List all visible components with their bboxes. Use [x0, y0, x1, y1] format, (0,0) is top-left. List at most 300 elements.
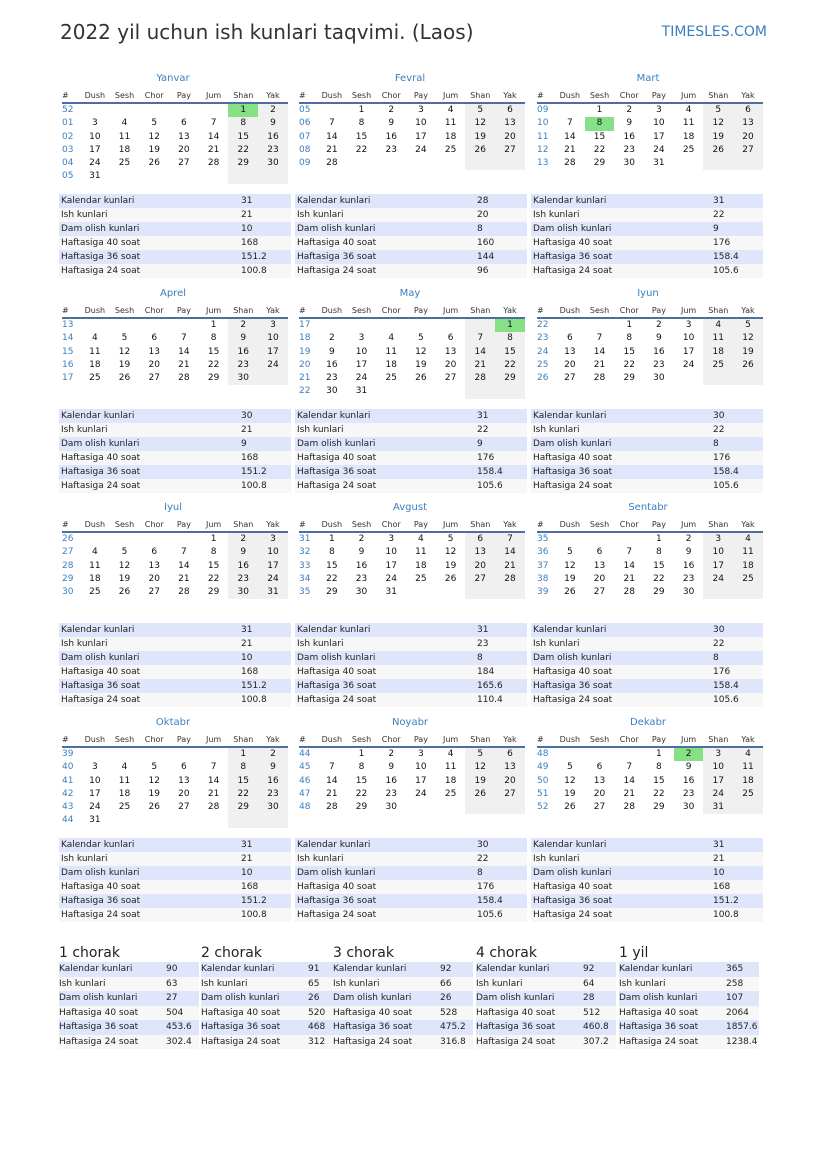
- day-cell[interactable]: 13: [593, 775, 606, 786]
- day-cell[interactable]: 17: [89, 144, 101, 155]
- day-cell[interactable]: 4: [91, 333, 98, 344]
- day-cell[interactable]: 9: [685, 762, 692, 773]
- day-cell[interactable]: 17: [415, 775, 427, 786]
- day-cell[interactable]: 14: [564, 131, 576, 142]
- day-cell[interactable]: 21: [623, 788, 635, 799]
- day-cell[interactable]: 5: [418, 333, 424, 344]
- day-cell[interactable]: 8: [358, 762, 365, 773]
- day-cell[interactable]: 24: [258, 359, 288, 372]
- day-cell[interactable]: 20: [593, 788, 606, 799]
- day-cell[interactable]: 25: [415, 573, 427, 584]
- day-cell[interactable]: 14: [178, 560, 190, 571]
- day-cell[interactable]: 21: [465, 359, 495, 372]
- day-cell[interactable]: 10: [385, 547, 397, 558]
- day-cell[interactable]: 4: [733, 533, 763, 546]
- day-cell[interactable]: 12: [148, 775, 160, 786]
- day-cell[interactable]: 10: [258, 332, 288, 345]
- day-cell[interactable]: 7: [328, 118, 335, 129]
- day-cell[interactable]: 27: [178, 802, 190, 813]
- day-cell[interactable]: 22: [355, 144, 368, 155]
- day-cell[interactable]: 3: [685, 320, 692, 330]
- day-cell[interactable]: 18: [89, 573, 101, 584]
- day-cell[interactable]: 19: [703, 131, 733, 144]
- day-cell[interactable]: 5: [151, 118, 158, 129]
- day-cell[interactable]: 4: [447, 105, 454, 115]
- day-cell[interactable]: 14: [623, 560, 635, 571]
- brand-link[interactable]: TIMESLES.COM: [661, 24, 767, 40]
- day-cell[interactable]: 24: [89, 802, 101, 813]
- day-cell[interactable]: 20: [495, 775, 525, 788]
- day-cell[interactable]: 30: [258, 801, 288, 814]
- day-cell[interactable]: 2: [388, 749, 395, 759]
- day-cell[interactable]: 21: [326, 788, 338, 799]
- day-cell[interactable]: 18: [703, 346, 733, 359]
- day-cell[interactable]: 22: [593, 144, 606, 155]
- day-cell[interactable]: 9: [685, 547, 692, 558]
- holiday-day-cell[interactable]: 1: [495, 319, 525, 332]
- day-cell[interactable]: 8: [228, 117, 258, 130]
- day-cell[interactable]: 23: [228, 359, 258, 372]
- day-cell[interactable]: 11: [444, 118, 457, 129]
- day-cell[interactable]: 25: [444, 144, 457, 155]
- day-cell[interactable]: 26: [733, 359, 763, 372]
- day-cell[interactable]: 8: [656, 547, 662, 558]
- day-cell[interactable]: 14: [593, 346, 606, 357]
- day-cell[interactable]: 2: [626, 105, 633, 115]
- day-cell[interactable]: 22: [653, 573, 665, 584]
- day-cell[interactable]: 5: [121, 547, 128, 558]
- day-cell[interactable]: 31: [653, 158, 665, 169]
- day-cell[interactable]: 13: [465, 546, 495, 559]
- day-cell[interactable]: 16: [326, 359, 338, 370]
- day-cell[interactable]: 10: [703, 761, 733, 774]
- day-cell[interactable]: 26: [444, 573, 457, 584]
- day-cell[interactable]: 24: [385, 573, 397, 584]
- day-cell[interactable]: 26: [118, 373, 131, 384]
- day-cell[interactable]: 6: [181, 118, 187, 129]
- day-cell[interactable]: 11: [444, 762, 457, 773]
- day-cell[interactable]: 6: [447, 333, 454, 344]
- day-cell[interactable]: 20: [178, 788, 190, 799]
- day-cell[interactable]: 1: [328, 534, 335, 544]
- day-cell[interactable]: 2: [388, 105, 395, 115]
- day-cell[interactable]: 27: [564, 373, 576, 384]
- day-cell[interactable]: 11: [733, 546, 763, 559]
- day-cell[interactable]: 12: [415, 346, 427, 357]
- day-cell[interactable]: 22: [207, 573, 220, 584]
- day-cell[interactable]: 12: [465, 761, 495, 774]
- day-cell[interactable]: 27: [593, 802, 606, 813]
- day-cell[interactable]: 4: [685, 105, 692, 115]
- day-cell[interactable]: 9: [258, 761, 288, 774]
- day-cell[interactable]: 7: [328, 762, 335, 773]
- day-cell[interactable]: 25: [703, 359, 733, 372]
- day-cell[interactable]: 22: [355, 788, 368, 799]
- holiday-day-cell[interactable]: 8: [585, 117, 615, 130]
- day-cell[interactable]: 3: [388, 534, 395, 544]
- day-cell[interactable]: 29: [623, 373, 635, 384]
- day-cell[interactable]: 13: [148, 346, 160, 357]
- day-cell[interactable]: 27: [444, 373, 457, 384]
- day-cell[interactable]: 17: [89, 788, 101, 799]
- day-cell[interactable]: 8: [626, 333, 633, 344]
- day-cell[interactable]: 15: [228, 775, 258, 788]
- day-cell[interactable]: 21: [207, 788, 220, 799]
- day-cell[interactable]: 30: [385, 802, 397, 813]
- day-cell[interactable]: 1: [656, 534, 662, 544]
- day-cell[interactable]: 11: [118, 131, 131, 142]
- day-cell[interactable]: 30: [623, 158, 635, 169]
- day-cell[interactable]: 24: [653, 144, 665, 155]
- day-cell[interactable]: 18: [444, 131, 457, 142]
- day-cell[interactable]: 7: [596, 333, 603, 344]
- day-cell[interactable]: 2: [228, 533, 258, 546]
- day-cell[interactable]: 29: [593, 158, 606, 169]
- day-cell[interactable]: 15: [623, 346, 635, 357]
- day-cell[interactable]: 5: [566, 762, 573, 773]
- day-cell[interactable]: 17: [703, 775, 733, 788]
- day-cell[interactable]: 11: [682, 118, 695, 129]
- day-cell[interactable]: 20: [593, 573, 606, 584]
- day-cell[interactable]: 17: [258, 560, 288, 573]
- holiday-day-cell[interactable]: 2: [674, 748, 704, 761]
- day-cell[interactable]: 28: [564, 158, 576, 169]
- day-cell[interactable]: 15: [593, 131, 606, 142]
- day-cell[interactable]: 20: [444, 359, 457, 370]
- day-cell[interactable]: 29: [207, 373, 220, 384]
- day-cell[interactable]: 20: [564, 359, 576, 370]
- day-cell[interactable]: 26: [148, 158, 160, 169]
- day-cell[interactable]: 19: [118, 359, 131, 370]
- day-cell[interactable]: 14: [207, 775, 220, 786]
- day-cell[interactable]: 27: [495, 144, 525, 157]
- day-cell[interactable]: 28: [207, 802, 220, 813]
- day-cell[interactable]: 25: [682, 144, 695, 155]
- day-cell[interactable]: 29: [228, 157, 258, 170]
- day-cell[interactable]: 26: [118, 587, 131, 598]
- day-cell[interactable]: 25: [89, 373, 101, 384]
- day-cell[interactable]: 1: [358, 749, 365, 759]
- day-cell[interactable]: 10: [415, 118, 427, 129]
- day-cell[interactable]: 5: [733, 319, 763, 332]
- day-cell[interactable]: 13: [495, 117, 525, 130]
- day-cell[interactable]: 2: [685, 534, 692, 544]
- day-cell[interactable]: 10: [258, 546, 288, 559]
- day-cell[interactable]: 27: [148, 587, 160, 598]
- day-cell[interactable]: 8: [328, 547, 335, 558]
- day-cell[interactable]: 24: [355, 373, 368, 384]
- day-cell[interactable]: 19: [465, 775, 495, 788]
- day-cell[interactable]: 15: [653, 775, 665, 786]
- day-cell[interactable]: 12: [118, 346, 131, 357]
- day-cell[interactable]: 15: [355, 131, 368, 142]
- day-cell[interactable]: 16: [385, 131, 397, 142]
- day-cell[interactable]: 1: [358, 105, 365, 115]
- day-cell[interactable]: 16: [258, 131, 288, 144]
- day-cell[interactable]: 14: [326, 131, 338, 142]
- day-cell[interactable]: 14: [495, 546, 525, 559]
- day-cell[interactable]: 3: [258, 319, 288, 332]
- day-cell[interactable]: 9: [258, 117, 288, 130]
- day-cell[interactable]: 12: [703, 117, 733, 130]
- day-cell[interactable]: 28: [593, 373, 606, 384]
- day-cell[interactable]: 22: [653, 788, 665, 799]
- day-cell[interactable]: 27: [465, 573, 495, 586]
- day-cell[interactable]: 11: [703, 332, 733, 345]
- day-cell[interactable]: 6: [181, 762, 187, 773]
- day-cell[interactable]: 19: [733, 346, 763, 359]
- day-cell[interactable]: 16: [653, 346, 665, 357]
- day-cell[interactable]: 15: [495, 346, 525, 359]
- day-cell[interactable]: 29: [207, 587, 220, 598]
- day-cell[interactable]: 25: [118, 802, 131, 813]
- day-cell[interactable]: 25: [385, 373, 397, 384]
- day-cell[interactable]: 10: [653, 118, 665, 129]
- day-cell[interactable]: 23: [653, 359, 665, 370]
- day-cell[interactable]: 13: [444, 346, 457, 357]
- day-cell[interactable]: 27: [148, 373, 160, 384]
- day-cell[interactable]: 30: [355, 587, 368, 598]
- day-cell[interactable]: 25: [733, 788, 763, 801]
- day-cell[interactable]: 20: [465, 560, 495, 573]
- day-cell[interactable]: 27: [495, 788, 525, 801]
- day-cell[interactable]: 12: [444, 547, 457, 558]
- day-cell[interactable]: 7: [495, 533, 525, 546]
- day-cell[interactable]: 5: [465, 748, 495, 761]
- day-cell[interactable]: 20: [495, 131, 525, 144]
- day-cell[interactable]: 3: [358, 333, 365, 344]
- day-cell[interactable]: 28: [495, 573, 525, 586]
- day-cell[interactable]: 12: [733, 332, 763, 345]
- day-cell[interactable]: 28: [326, 158, 338, 169]
- day-cell[interactable]: 26: [564, 587, 576, 598]
- day-cell[interactable]: 7: [181, 333, 187, 344]
- day-cell[interactable]: 6: [465, 533, 495, 546]
- day-cell[interactable]: 4: [388, 333, 395, 344]
- day-cell[interactable]: 17: [415, 131, 427, 142]
- day-cell[interactable]: 29: [653, 802, 665, 813]
- day-cell[interactable]: 13: [178, 775, 190, 786]
- day-cell[interactable]: 1: [210, 320, 217, 330]
- day-cell[interactable]: 7: [626, 762, 633, 773]
- day-cell[interactable]: 7: [210, 762, 217, 773]
- day-cell[interactable]: 30: [682, 802, 695, 813]
- day-cell[interactable]: 29: [495, 372, 525, 385]
- day-cell[interactable]: 12: [465, 117, 495, 130]
- day-cell[interactable]: 16: [682, 775, 695, 786]
- day-cell[interactable]: 21: [564, 144, 576, 155]
- day-cell[interactable]: 26: [465, 788, 495, 801]
- day-cell[interactable]: 5: [465, 104, 495, 117]
- day-cell[interactable]: 26: [564, 802, 576, 813]
- day-cell[interactable]: 31: [89, 815, 101, 826]
- day-cell[interactable]: 18: [89, 359, 101, 370]
- day-cell[interactable]: 8: [495, 332, 525, 345]
- day-cell[interactable]: 22: [228, 788, 258, 801]
- day-cell[interactable]: 23: [682, 788, 695, 799]
- day-cell[interactable]: 23: [385, 788, 397, 799]
- day-cell[interactable]: 21: [495, 560, 525, 573]
- day-cell[interactable]: 22: [623, 359, 635, 370]
- day-cell[interactable]: 23: [326, 373, 338, 384]
- day-cell[interactable]: 12: [564, 560, 576, 571]
- day-cell[interactable]: 28: [178, 587, 190, 598]
- day-cell[interactable]: 4: [447, 749, 454, 759]
- day-cell[interactable]: 15: [207, 346, 220, 357]
- day-cell[interactable]: 21: [593, 359, 606, 370]
- day-cell[interactable]: 15: [355, 775, 368, 786]
- day-cell[interactable]: 29: [355, 802, 368, 813]
- day-cell[interactable]: 9: [388, 762, 395, 773]
- day-cell[interactable]: 3: [91, 118, 98, 129]
- day-cell[interactable]: 8: [228, 761, 258, 774]
- day-cell[interactable]: 20: [148, 359, 160, 370]
- day-cell[interactable]: 25: [118, 158, 131, 169]
- day-cell[interactable]: 23: [258, 788, 288, 801]
- day-cell[interactable]: 23: [258, 144, 288, 157]
- holiday-day-cell[interactable]: 1: [228, 104, 258, 117]
- day-cell[interactable]: 28: [207, 158, 220, 169]
- day-cell[interactable]: 20: [178, 144, 190, 155]
- day-cell[interactable]: 18: [733, 560, 763, 573]
- day-cell[interactable]: 10: [89, 775, 101, 786]
- day-cell[interactable]: 29: [653, 587, 665, 598]
- day-cell[interactable]: 22: [207, 359, 220, 370]
- day-cell[interactable]: 5: [703, 104, 733, 117]
- day-cell[interactable]: 1: [228, 748, 258, 761]
- day-cell[interactable]: 13: [564, 346, 576, 357]
- day-cell[interactable]: 13: [593, 560, 606, 571]
- day-cell[interactable]: 21: [178, 359, 190, 370]
- day-cell[interactable]: 7: [181, 547, 187, 558]
- day-cell[interactable]: 5: [151, 762, 158, 773]
- day-cell[interactable]: 3: [703, 533, 733, 546]
- day-cell[interactable]: 5: [447, 534, 454, 544]
- day-cell[interactable]: 11: [385, 346, 397, 357]
- day-cell[interactable]: 21: [326, 144, 338, 155]
- day-cell[interactable]: 17: [703, 560, 733, 573]
- day-cell[interactable]: 28: [623, 587, 635, 598]
- day-cell[interactable]: 9: [358, 547, 365, 558]
- day-cell[interactable]: 23: [682, 573, 695, 584]
- day-cell[interactable]: 6: [495, 748, 525, 761]
- day-cell[interactable]: 15: [207, 560, 220, 571]
- day-cell[interactable]: 9: [228, 332, 258, 345]
- day-cell[interactable]: 21: [623, 573, 635, 584]
- day-cell[interactable]: 25: [733, 573, 763, 586]
- day-cell[interactable]: 6: [495, 104, 525, 117]
- day-cell[interactable]: 26: [415, 373, 427, 384]
- day-cell[interactable]: 28: [326, 802, 338, 813]
- day-cell[interactable]: 7: [465, 332, 495, 345]
- day-cell[interactable]: 14: [623, 775, 635, 786]
- day-cell[interactable]: 2: [358, 534, 365, 544]
- day-cell[interactable]: 3: [418, 749, 424, 759]
- day-cell[interactable]: 8: [656, 762, 662, 773]
- day-cell[interactable]: 23: [623, 144, 635, 155]
- day-cell[interactable]: 13: [178, 131, 190, 142]
- day-cell[interactable]: 11: [733, 761, 763, 774]
- day-cell[interactable]: 28: [465, 372, 495, 385]
- day-cell[interactable]: 24: [89, 158, 101, 169]
- day-cell[interactable]: 4: [121, 762, 128, 773]
- day-cell[interactable]: 19: [118, 573, 131, 584]
- day-cell[interactable]: 7: [210, 118, 217, 129]
- day-cell[interactable]: 6: [596, 547, 603, 558]
- day-cell[interactable]: 2: [656, 320, 662, 330]
- day-cell[interactable]: 2: [258, 104, 288, 117]
- day-cell[interactable]: 2: [228, 319, 258, 332]
- day-cell[interactable]: 24: [415, 144, 427, 155]
- day-cell[interactable]: 17: [682, 346, 695, 357]
- day-cell[interactable]: 9: [228, 546, 258, 559]
- day-cell[interactable]: 24: [258, 573, 288, 586]
- day-cell[interactable]: 2: [258, 748, 288, 761]
- day-cell[interactable]: 19: [415, 359, 427, 370]
- day-cell[interactable]: 6: [566, 333, 573, 344]
- day-cell[interactable]: 31: [258, 586, 288, 599]
- day-cell[interactable]: 1: [596, 105, 603, 115]
- day-cell[interactable]: 27: [733, 144, 763, 157]
- day-cell[interactable]: 10: [415, 762, 427, 773]
- day-cell[interactable]: 13: [733, 117, 763, 130]
- day-cell[interactable]: 20: [148, 573, 160, 584]
- day-cell[interactable]: 7: [566, 118, 573, 129]
- day-cell[interactable]: 30: [653, 373, 665, 384]
- day-cell[interactable]: 14: [465, 346, 495, 359]
- day-cell[interactable]: 11: [118, 775, 131, 786]
- day-cell[interactable]: 23: [385, 144, 397, 155]
- day-cell[interactable]: 31: [355, 386, 368, 397]
- day-cell[interactable]: 10: [89, 131, 101, 142]
- day-cell[interactable]: 4: [418, 534, 424, 544]
- day-cell[interactable]: 14: [326, 775, 338, 786]
- day-cell[interactable]: 16: [228, 560, 258, 573]
- day-cell[interactable]: 31: [385, 587, 397, 598]
- day-cell[interactable]: 25: [444, 788, 457, 799]
- day-cell[interactable]: 19: [148, 144, 160, 155]
- day-cell[interactable]: 20: [733, 131, 763, 144]
- day-cell[interactable]: 1: [210, 534, 217, 544]
- day-cell[interactable]: 30: [228, 586, 258, 599]
- day-cell[interactable]: 19: [148, 788, 160, 799]
- day-cell[interactable]: 18: [415, 560, 427, 571]
- day-cell[interactable]: 22: [326, 573, 338, 584]
- day-cell[interactable]: 17: [653, 131, 665, 142]
- day-cell[interactable]: 12: [564, 775, 576, 786]
- day-cell[interactable]: 22: [495, 359, 525, 372]
- day-cell[interactable]: 27: [178, 158, 190, 169]
- day-cell[interactable]: 26: [148, 802, 160, 813]
- day-cell[interactable]: 3: [703, 748, 733, 761]
- day-cell[interactable]: 31: [89, 171, 101, 182]
- day-cell[interactable]: 21: [178, 573, 190, 584]
- day-cell[interactable]: 13: [495, 761, 525, 774]
- day-cell[interactable]: 28: [178, 373, 190, 384]
- day-cell[interactable]: 15: [653, 560, 665, 571]
- day-cell[interactable]: 16: [385, 775, 397, 786]
- day-cell[interactable]: 6: [733, 104, 763, 117]
- day-cell[interactable]: 8: [210, 547, 217, 558]
- day-cell[interactable]: 14: [178, 346, 190, 357]
- day-cell[interactable]: 13: [148, 560, 160, 571]
- day-cell[interactable]: 16: [355, 560, 368, 571]
- day-cell[interactable]: 24: [682, 359, 695, 370]
- day-cell[interactable]: 29: [326, 587, 338, 598]
- day-cell[interactable]: 11: [89, 346, 101, 357]
- day-cell[interactable]: 15: [228, 131, 258, 144]
- day-cell[interactable]: 16: [228, 346, 258, 359]
